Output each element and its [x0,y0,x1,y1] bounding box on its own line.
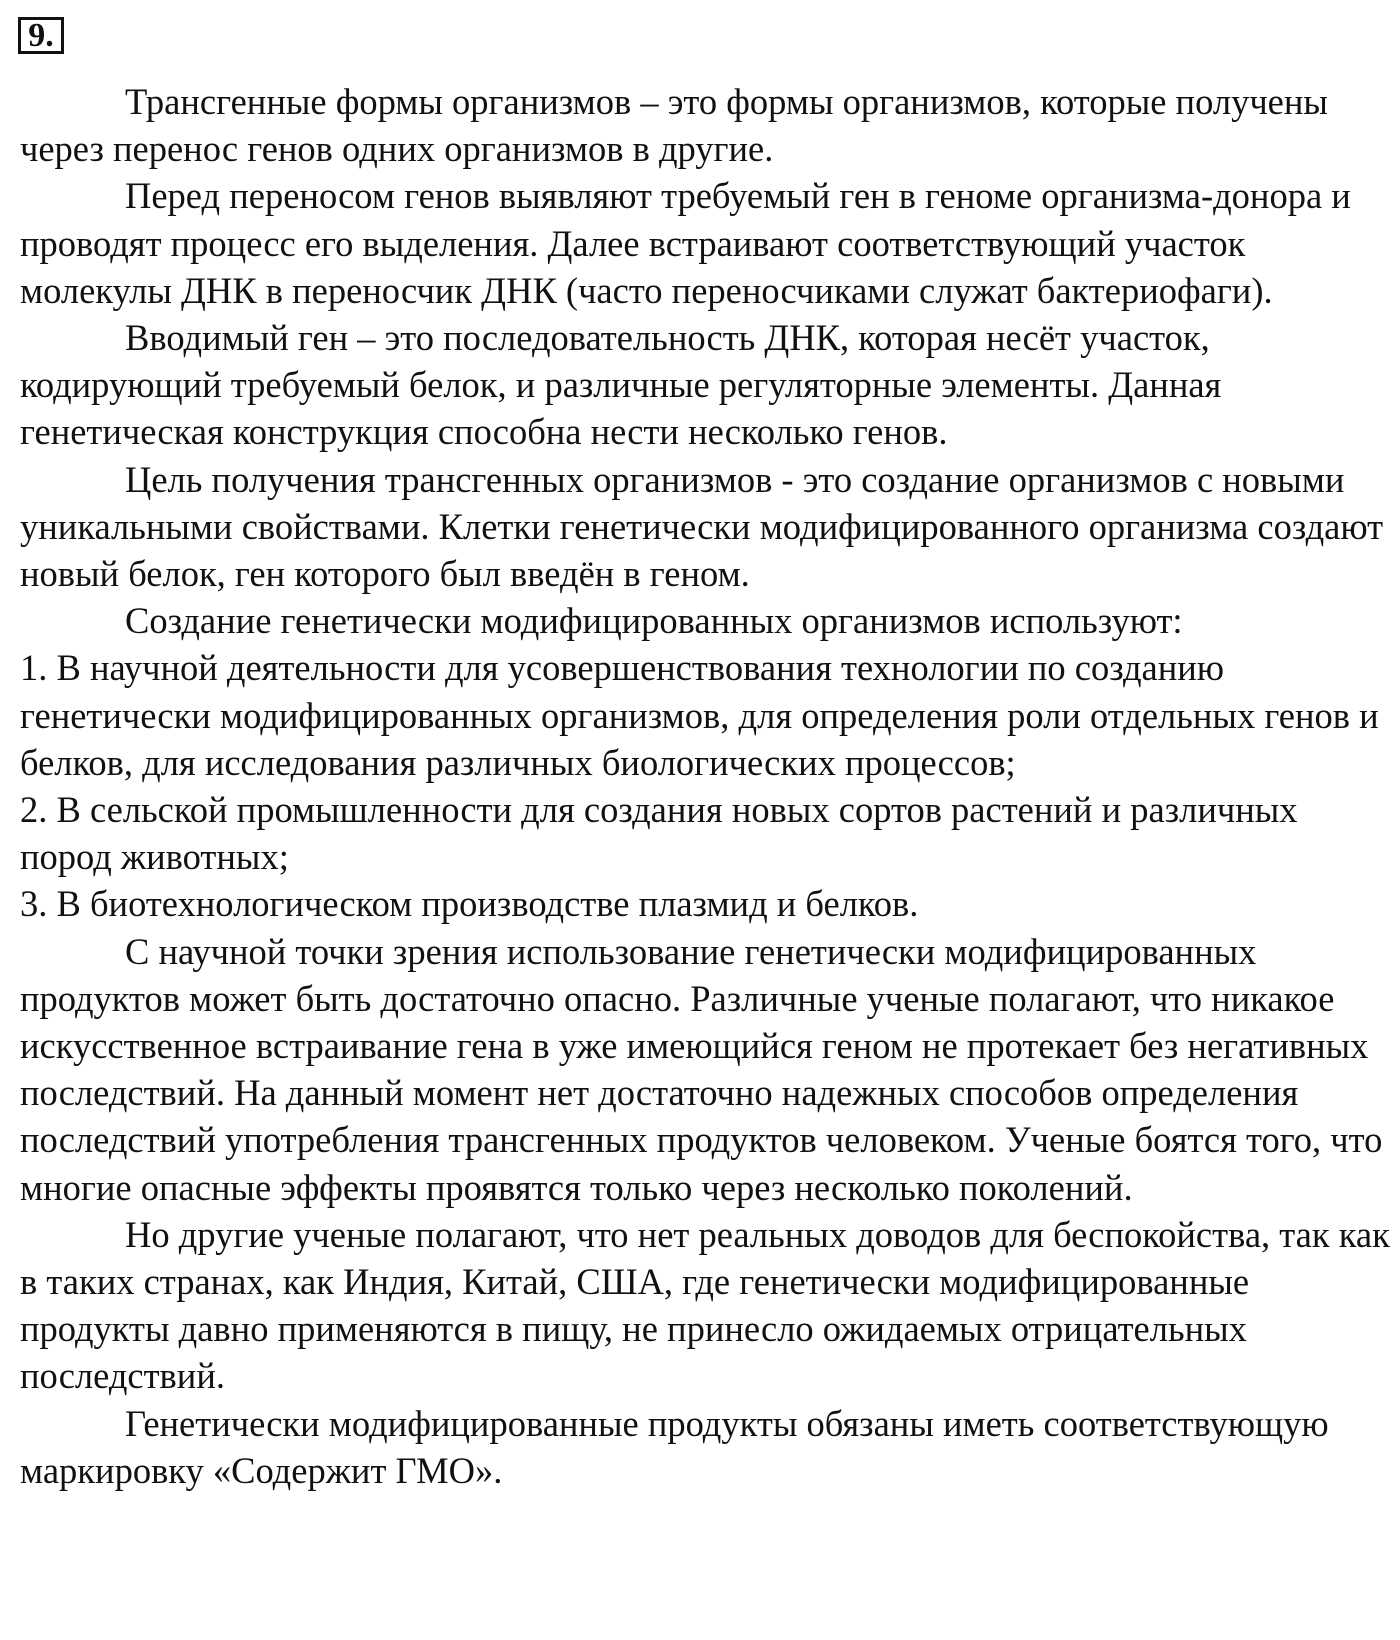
list-item-science: 1. В научной деятельности для усовершенствования технологии по созданию генетически модифицированных организмов, для определения роли отдельных генов и белков, для исследования различных биологических процессов; [20,647,1379,783]
paragraph-usage-intro: Создание генетически модифицированных организмов используют: [125,600,1183,642]
paragraph-transgenic-definition: Трансгенные формы организмов – это формы организмов, которые получены через перенос генов одних организмов в другие. [20,81,1328,170]
paragraph-gene-transfer: Перед переносом генов выявляют требуемый ген в геноме организма-донора и проводят процесс его выделения. Далее встраивают соответствующий участок молекулы ДНК в переносчик ДНК (часто переносчиками служат бактериофаги). [20,175,1351,311]
task-number-box: 9. [18,17,64,54]
paragraph-counterargument: Но другие ученые полагают, что нет реальных доводов для беспокойства, так как в таких странах, как Индия, Китай, США, где генетически модифицированные продукты давно применяются в пищу, не принесло ожидаемых отрицательных последствий. [20,1213,1390,1397]
paragraph-danger: С научной точки зрения использование генетически модифицированных продуктов может быть достаточно опасно. Различные ученые полагают, что никакое искусственное встраивание гена в уже имеющийся геном не протекает без негативных последствий. На данный момент нет достаточно надежных способов определения последствий употребления трансгенных продуктов человеком. Ученые боятся того, что многие опасные эффекты проявятся только через несколько поколений. [20,930,1383,1208]
answer-text [20,78,1390,1494]
list-item-biotech: 3. В биотехнологическом производстве плазмид и белков. [20,883,919,925]
paragraph-goal: Цель получения трансгенных организмов - это создание организмов с новыми уникальными свойствами. Клетки генетически модифицированного организма создают новый белок, ген которого был введён в геном. [20,458,1384,595]
paragraph-labeling: Генетически модифицированные продукты обязаны иметь соответствующую маркировку «Содержит ГМО». [20,1402,1329,1491]
paragraph-introduced-gene: Вводимый ген – это последовательность ДНК, которая несёт участок, кодирующий требуемый белок, и различные регуляторные элементы. Данная генетическая конструкция способна нести несколько генов. [20,317,1222,453]
list-item-agriculture: 2. В сельской промышленности для создания новых сортов растений и различных пород животных; [20,789,1298,878]
